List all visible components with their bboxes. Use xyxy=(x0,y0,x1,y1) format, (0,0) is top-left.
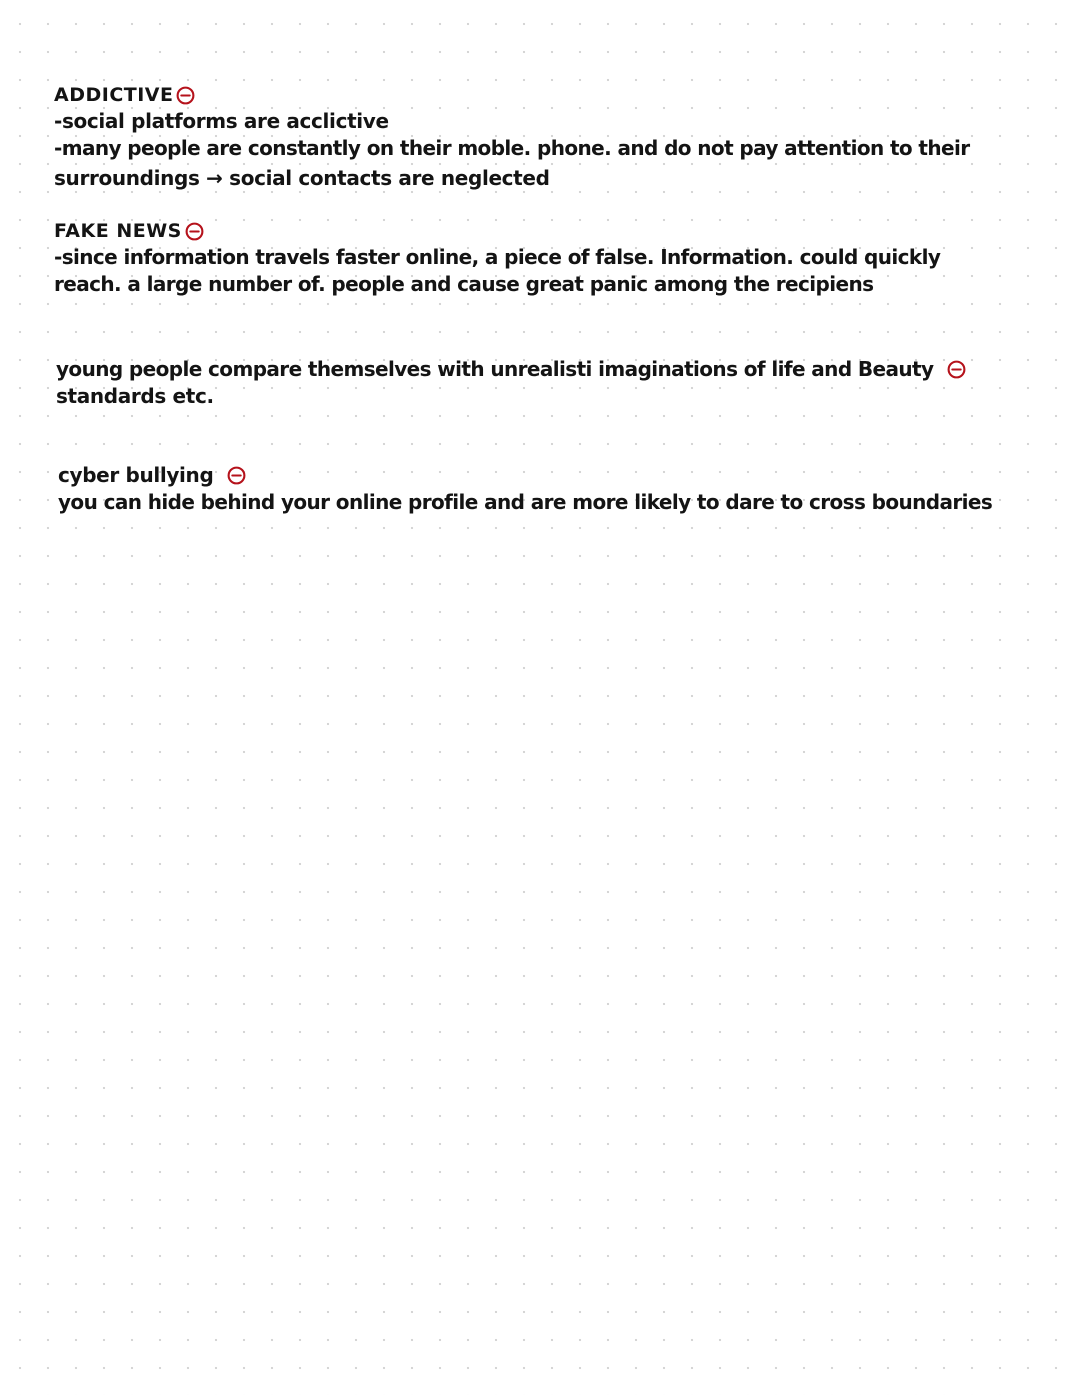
section-comparison xyxy=(56,356,1036,410)
comparison-row-1 xyxy=(56,356,1036,383)
addictive-heading xyxy=(54,82,1034,108)
fake-news-heading xyxy=(54,218,1034,244)
minus-circle-icon xyxy=(185,222,204,241)
addictive-line-3: surroundings → social contacts are neglected xyxy=(54,166,550,190)
addictive-heading-text: ADDICTIVE xyxy=(54,84,174,106)
section-fake-news xyxy=(54,218,1034,298)
addictive-line-2: -many people are constantly on their moble. phone. and do not pay attention to their xyxy=(54,136,970,160)
cyber-bullying-line-1: you can hide behind your online profile and are more likely to dare to cross boundaries xyxy=(58,490,993,514)
fake-news-line-2: reach. a large number of. people and cause great panic among the recipiens xyxy=(54,272,874,296)
fake-news-line-1: -since information travels faster online, a piece of false. Information. could quickly xyxy=(54,245,941,269)
cyber-bullying-heading xyxy=(58,462,1038,489)
section-cyber-bullying xyxy=(58,462,1038,516)
comparison-line-2: standards etc. xyxy=(56,384,214,408)
minus-circle-icon xyxy=(227,466,246,485)
addictive-line-1: -social platforms are acclictive xyxy=(54,109,389,133)
fake-news-heading-text: FAKE NEWS xyxy=(54,220,182,242)
section-addictive xyxy=(54,82,1034,192)
comparison-line-1: young people compare themselves with unrealisti imaginations of life and Beauty xyxy=(56,357,934,381)
minus-circle-icon xyxy=(176,86,195,105)
minus-circle-icon xyxy=(947,360,966,379)
cyber-bullying-heading-text: cyber bullying xyxy=(58,463,214,487)
